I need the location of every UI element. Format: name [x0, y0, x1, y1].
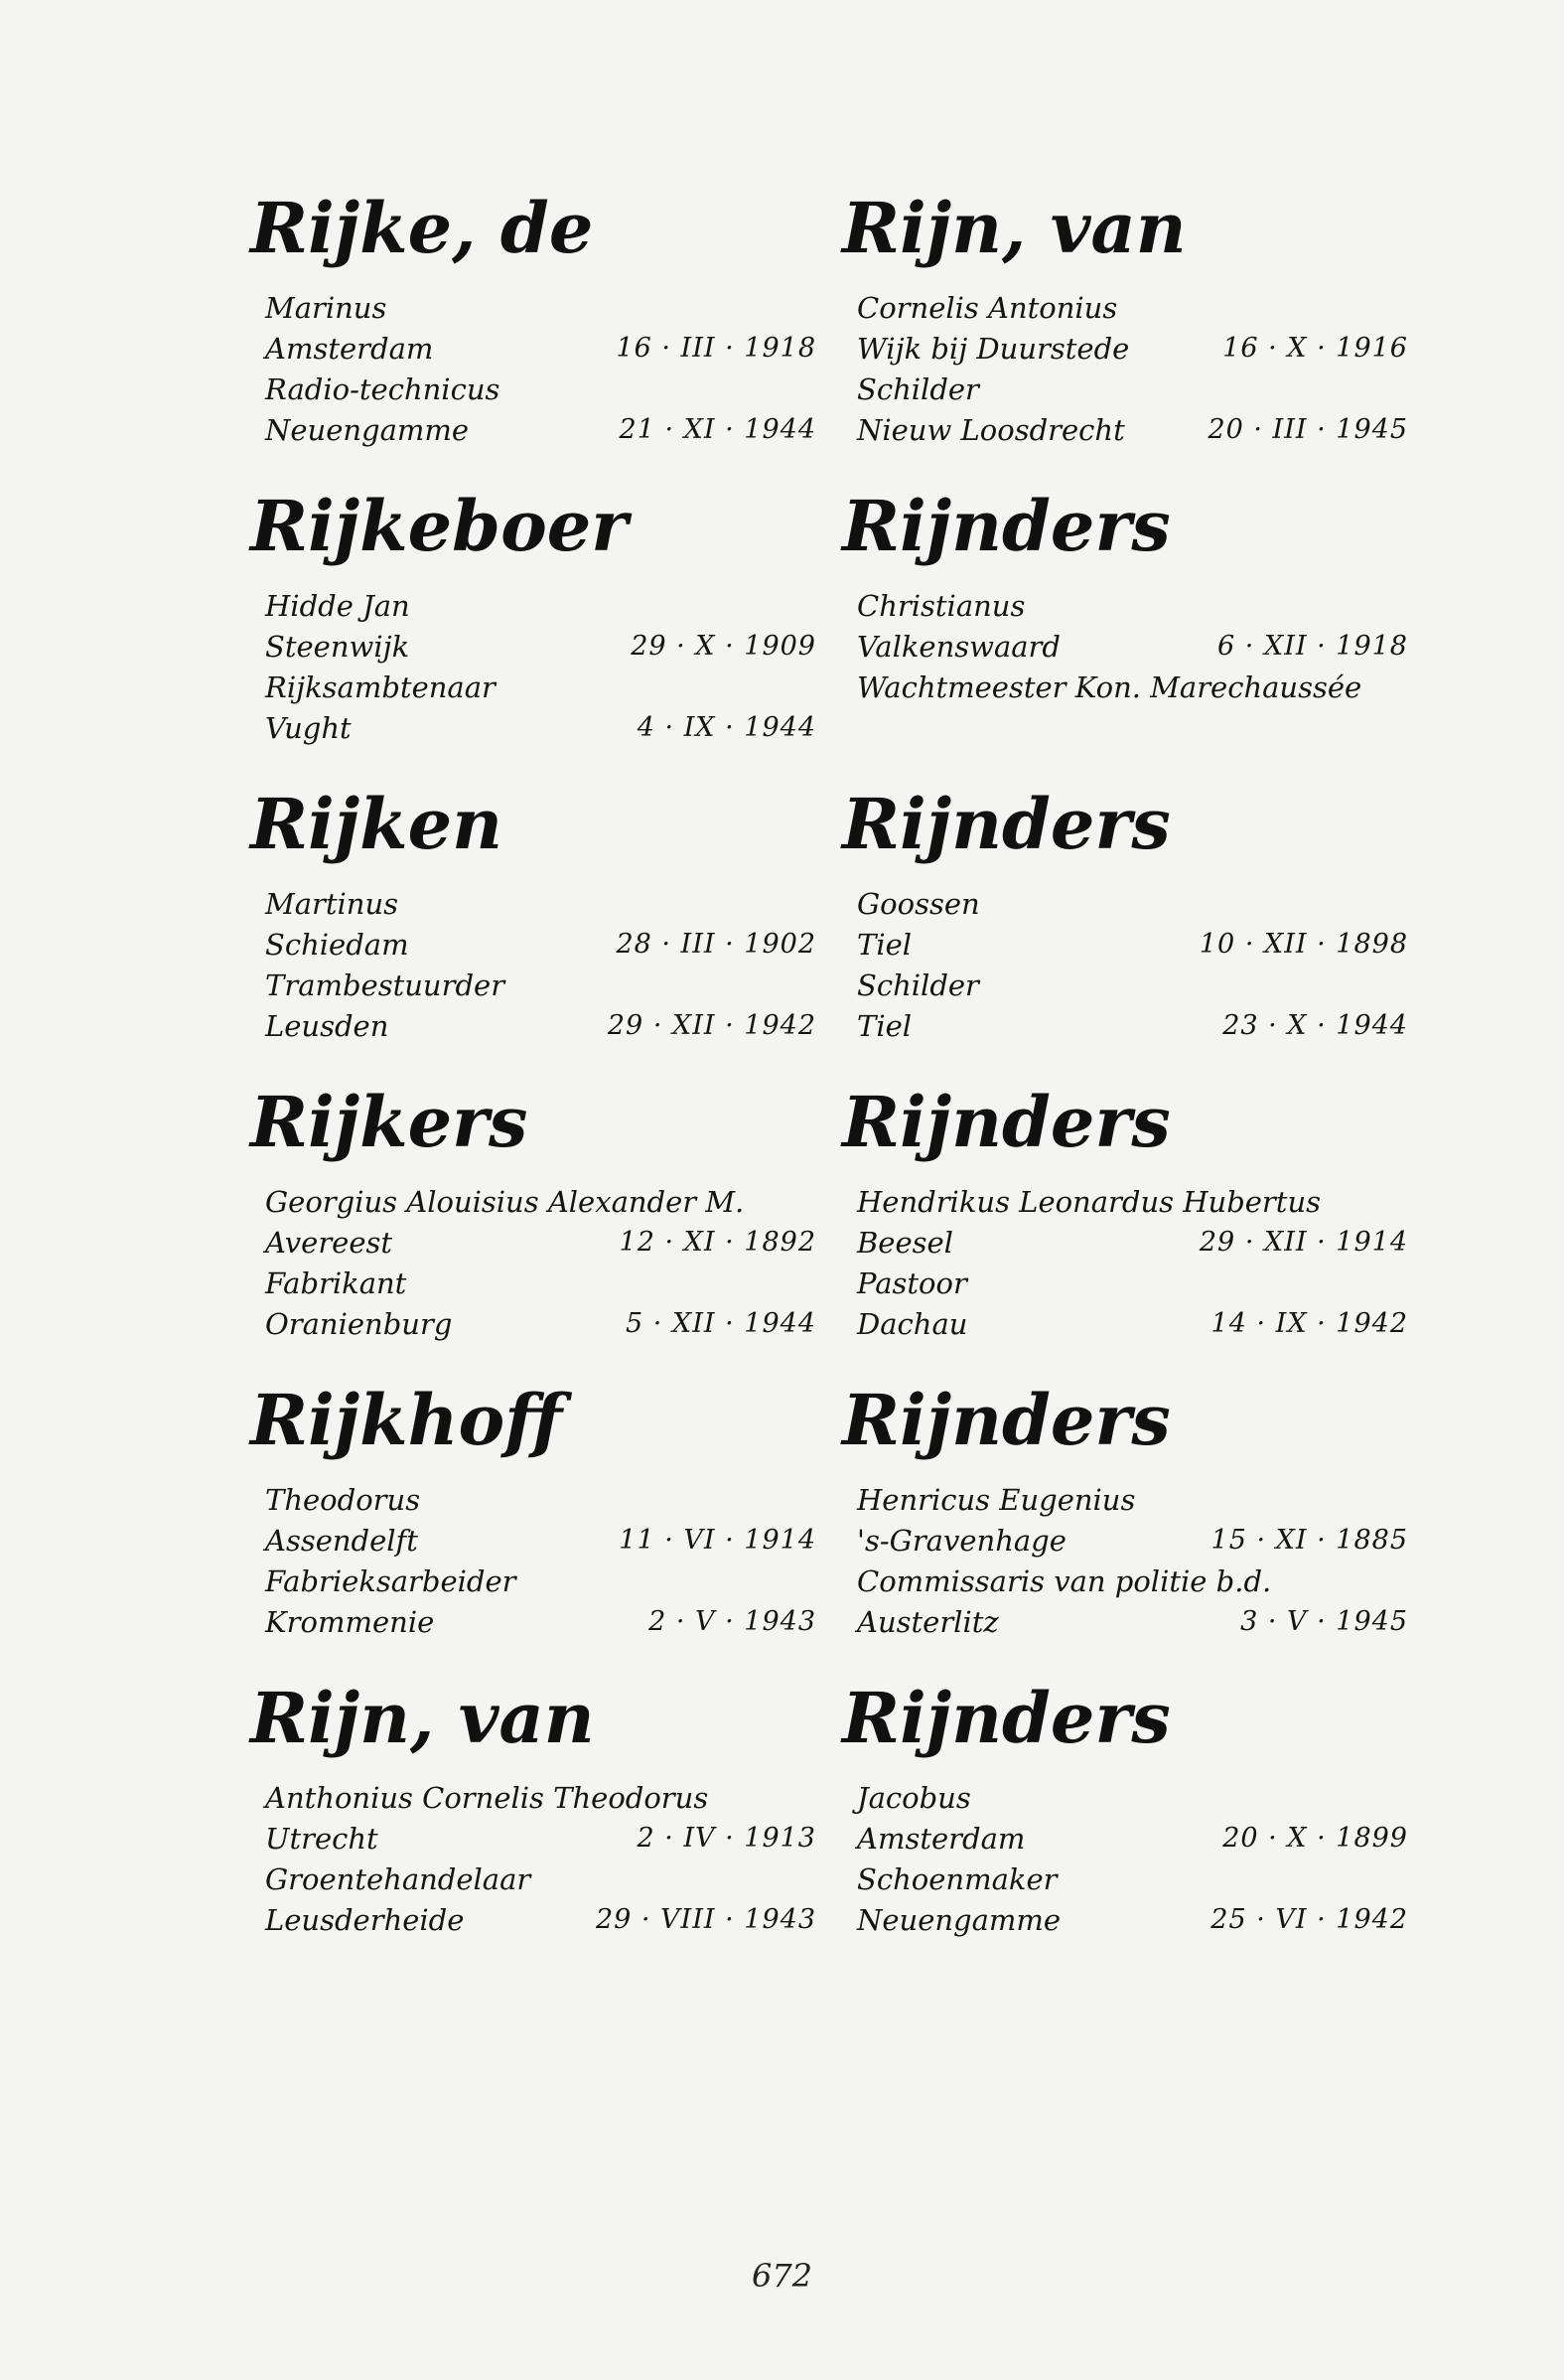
occupation-line	[857, 370, 1408, 409]
name-entry	[842, 1081, 1408, 1371]
given-names-line	[857, 288, 1408, 328]
death-place: Austerlitz	[857, 1605, 999, 1639]
death-date: 20 · III · 1945	[1208, 414, 1408, 445]
birth-line	[265, 1819, 816, 1859]
occupation-line	[857, 1562, 1408, 1601]
occupation: Schilder	[857, 968, 979, 1002]
name-entry	[250, 1081, 816, 1371]
surname: Rijnders	[842, 1677, 1171, 1759]
given-names-line	[857, 1778, 1408, 1818]
name-entry	[250, 1677, 816, 1967]
name-entry	[250, 783, 816, 1073]
name-entry	[250, 1379, 816, 1669]
occupation-line	[265, 966, 816, 1005]
birth-line	[857, 1521, 1408, 1561]
birth-place: Valkenswaard	[857, 630, 1061, 664]
death-place: Dachau	[857, 1307, 968, 1341]
birth-line	[265, 925, 816, 965]
birth-place: 's-Gravenhage	[857, 1524, 1066, 1558]
given-names: Goossen	[857, 887, 980, 921]
birth-date: 2 · IV · 1913	[637, 1823, 816, 1854]
surname: Rijn, van	[250, 1677, 595, 1759]
death-line	[265, 410, 816, 450]
given-names-line	[857, 1480, 1408, 1520]
death-date: 2 · V · 1943	[648, 1606, 816, 1637]
birth-date: 16 · X · 1916	[1222, 333, 1408, 364]
occupation: Commissaris van politie b.d.	[857, 1564, 1272, 1598]
birth-line	[857, 329, 1408, 369]
occupation: Trambestuurder	[265, 968, 505, 1002]
occupation-line	[265, 370, 816, 409]
occupation-line	[265, 1859, 816, 1899]
surname: Rijnders	[842, 783, 1171, 865]
given-names: Theodorus	[265, 1483, 421, 1517]
given-names: Cornelis Antonius	[857, 291, 1118, 325]
birth-place: Schiedam	[265, 928, 409, 962]
death-date: 29 · VIII · 1943	[595, 1904, 816, 1935]
birth-place: Utrecht	[265, 1822, 378, 1856]
death-line	[857, 1900, 1408, 1940]
death-place: Leusderheide	[265, 1903, 465, 1937]
birth-date: 12 · XI · 1892	[619, 1227, 816, 1258]
death-line	[857, 708, 1408, 748]
birth-date: 16 · III · 1918	[616, 333, 816, 364]
given-names: Georgius Alouisius Alexander M.	[265, 1185, 745, 1219]
surname: Rijkers	[250, 1081, 528, 1163]
death-place: Vught	[265, 711, 352, 745]
death-line	[857, 410, 1408, 450]
surname: Rijnders	[842, 485, 1171, 567]
surname: Rijke, de	[250, 187, 594, 269]
birth-place: Wijk bij Duurstede	[857, 332, 1130, 366]
occupation-line	[857, 1264, 1408, 1303]
birth-line	[265, 1521, 816, 1561]
birth-date: 29 · X · 1909	[631, 631, 816, 662]
name-entry	[250, 485, 816, 775]
given-names: Christianus	[857, 589, 1026, 623]
occupation-line	[265, 1264, 816, 1303]
birth-place: Tiel	[857, 928, 913, 962]
death-place: Oranienburg	[265, 1307, 453, 1341]
occupation-line	[857, 966, 1408, 1005]
given-names: Hendrikus Leonardus Hubertus	[857, 1185, 1322, 1219]
given-names-line	[857, 884, 1408, 924]
death-place: Neuengamme	[857, 1903, 1062, 1937]
occupation: Wachtmeester Kon. Marechaussée	[857, 670, 1362, 704]
death-place: Nieuw Loosdrecht	[857, 413, 1125, 447]
death-line	[857, 1006, 1408, 1046]
occupation-line	[857, 1859, 1408, 1899]
death-place: Leusden	[265, 1009, 389, 1043]
surname: Rijkhoff	[250, 1379, 563, 1461]
birth-place: Steenwijk	[265, 630, 410, 664]
death-line	[265, 708, 816, 748]
given-names-line	[857, 586, 1408, 626]
given-names-line	[265, 1778, 816, 1818]
birth-line	[857, 1223, 1408, 1263]
death-line	[265, 1304, 816, 1344]
birth-date: 15 · XI · 1885	[1210, 1525, 1408, 1556]
birth-place: Beesel	[857, 1226, 953, 1260]
surname: Rijn, van	[842, 187, 1187, 269]
death-date: 23 · X · 1944	[1222, 1010, 1408, 1041]
birth-place: Amsterdam	[265, 332, 434, 366]
death-place: Neuengamme	[265, 413, 470, 447]
birth-line	[857, 627, 1408, 667]
death-place: Krommenie	[265, 1605, 435, 1639]
birth-date: 11 · VI · 1914	[619, 1525, 816, 1556]
death-date: 3 · V · 1945	[1240, 1606, 1408, 1637]
occupation: Radio-technicus	[265, 372, 500, 406]
birth-line	[857, 1819, 1408, 1859]
given-names-line	[265, 1182, 816, 1222]
birth-place: Avereest	[265, 1226, 393, 1260]
birth-date: 28 · III · 1902	[616, 929, 816, 960]
death-date: 21 · XI · 1944	[619, 414, 816, 445]
birth-line	[265, 1223, 816, 1263]
birth-date: 6 · XII · 1918	[1217, 631, 1408, 662]
birth-date: 20 · X · 1899	[1222, 1823, 1408, 1854]
surname: Rijkeboer	[250, 485, 629, 567]
given-names-line	[265, 288, 816, 328]
name-entry	[842, 485, 1408, 775]
name-entry	[842, 783, 1408, 1073]
surname: Rijnders	[842, 1081, 1171, 1163]
death-line	[265, 1006, 816, 1046]
occupation: Fabrieksarbeider	[265, 1564, 516, 1598]
death-date: 14 · IX · 1942	[1210, 1308, 1408, 1339]
occupation: Pastoor	[857, 1266, 967, 1300]
death-date: 5 · XII · 1944	[626, 1308, 816, 1339]
birth-date: 10 · XII · 1898	[1199, 929, 1408, 960]
name-entry	[842, 1379, 1408, 1669]
death-line	[857, 1602, 1408, 1642]
given-names-line	[265, 1480, 816, 1520]
name-entry	[250, 187, 816, 477]
death-date: 25 · VI · 1942	[1210, 1904, 1408, 1935]
death-place: Tiel	[857, 1009, 913, 1043]
death-line	[265, 1900, 816, 1940]
name-entry	[842, 1677, 1408, 1967]
occupation: Schilder	[857, 372, 979, 406]
surname: Rijnders	[842, 1379, 1171, 1461]
given-names: Anthonius Cornelis Theodorus	[265, 1781, 709, 1815]
surname: Rijken	[250, 783, 503, 865]
occupation: Schoenmaker	[857, 1862, 1058, 1896]
given-names: Henricus Eugenius	[857, 1483, 1136, 1517]
birth-line	[857, 925, 1408, 965]
occupation: Fabrikant	[265, 1266, 407, 1300]
birth-date: 29 · XII · 1914	[1199, 1227, 1408, 1258]
death-line	[265, 1602, 816, 1642]
birth-line	[265, 329, 816, 369]
death-date: 4 · IX · 1944	[637, 712, 816, 743]
occupation-line	[265, 1562, 816, 1601]
given-names: Martinus	[265, 887, 399, 921]
birth-place: Amsterdam	[857, 1822, 1026, 1856]
given-names: Marinus	[265, 291, 387, 325]
occupation: Rijksambtenaar	[265, 670, 496, 704]
birth-place: Assendelft	[265, 1524, 418, 1558]
death-line	[857, 1304, 1408, 1344]
occupation-line	[857, 668, 1408, 707]
occupation: Groentehandelaar	[265, 1862, 531, 1896]
name-entry	[842, 187, 1408, 477]
birth-line	[265, 627, 816, 667]
death-date: 29 · XII · 1942	[607, 1010, 816, 1041]
given-names-line	[265, 586, 816, 626]
given-names: Hidde Jan	[265, 589, 410, 623]
page-number: 672	[751, 2257, 813, 2295]
occupation-line	[265, 668, 816, 707]
given-names-line	[857, 1182, 1408, 1222]
given-names: Jacobus	[857, 1781, 971, 1815]
given-names-line	[265, 884, 816, 924]
